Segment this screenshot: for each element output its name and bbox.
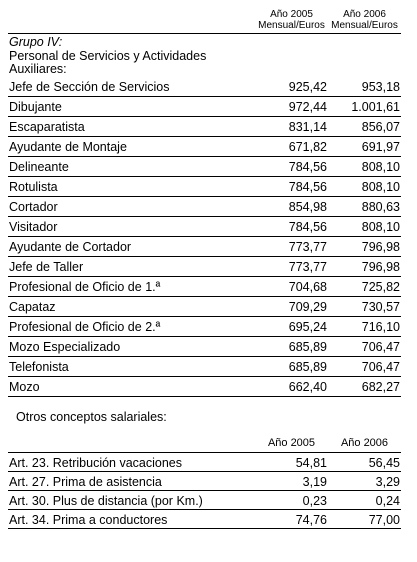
value-2006: 880,63 bbox=[328, 196, 401, 216]
value-2006: 808,10 bbox=[328, 156, 401, 176]
table-row bbox=[8, 136, 401, 156]
row-label: Escaparatista bbox=[8, 116, 255, 136]
other-concepts-table bbox=[8, 434, 401, 529]
table-row bbox=[8, 196, 401, 216]
table-row bbox=[8, 216, 401, 236]
group-blank-2006 bbox=[328, 34, 401, 77]
row-label: Jefe de Taller bbox=[8, 256, 255, 276]
value-2006: 730,57 bbox=[328, 296, 401, 316]
table-row bbox=[8, 509, 401, 528]
value-2005: 54,81 bbox=[255, 452, 328, 471]
value-2005: 3,19 bbox=[255, 471, 328, 490]
row-label: Cortador bbox=[8, 196, 255, 216]
row-label: Profesional de Oficio de 1.ª bbox=[8, 276, 255, 296]
value-2005: 854,98 bbox=[255, 196, 328, 216]
value-2006: 682,27 bbox=[328, 376, 401, 396]
salary-table-grupo-iv bbox=[8, 8, 401, 397]
row-label: Art. 30. Plus de distancia (por Km.) bbox=[8, 490, 255, 509]
table-row bbox=[8, 176, 401, 196]
row-label: Telefonista bbox=[8, 356, 255, 376]
value-2006: 706,47 bbox=[328, 336, 401, 356]
table-row bbox=[8, 376, 401, 396]
value-2006: 716,10 bbox=[328, 316, 401, 336]
table-row bbox=[8, 316, 401, 336]
value-2005: 773,77 bbox=[255, 256, 328, 276]
group-blank-2005 bbox=[255, 34, 328, 77]
value-2006: 808,10 bbox=[328, 216, 401, 236]
value-2005: 784,56 bbox=[255, 156, 328, 176]
row-label: Jefe de Sección de Servicios bbox=[8, 77, 255, 97]
value-2006: 725,82 bbox=[328, 276, 401, 296]
row-label: Ayudante de Cortador bbox=[8, 236, 255, 256]
table-row bbox=[8, 77, 401, 97]
row-label: Profesional de Oficio de 2.ª bbox=[8, 316, 255, 336]
header-year-2005-line2: Mensual/Euros bbox=[258, 20, 325, 31]
value-2005: 685,89 bbox=[255, 356, 328, 376]
table-row bbox=[8, 276, 401, 296]
value-2006: 3,29 bbox=[328, 471, 401, 490]
header-blank-cell bbox=[8, 8, 255, 34]
group-header-row bbox=[8, 34, 401, 77]
row-label: Visitador bbox=[8, 216, 255, 236]
table-row bbox=[8, 296, 401, 316]
value-2005: 709,29 bbox=[255, 296, 328, 316]
other-header-row bbox=[8, 434, 401, 453]
value-2005: 671,82 bbox=[255, 136, 328, 156]
value-2005: 773,77 bbox=[255, 236, 328, 256]
row-label: Dibujante bbox=[8, 96, 255, 116]
value-2005: 695,24 bbox=[255, 316, 328, 336]
value-2005: 784,56 bbox=[255, 216, 328, 236]
value-2006: 56,45 bbox=[328, 452, 401, 471]
value-2006: 796,98 bbox=[328, 236, 401, 256]
value-2005: 831,14 bbox=[255, 116, 328, 136]
row-label: Art. 27. Prima de asistencia bbox=[8, 471, 255, 490]
table-row bbox=[8, 256, 401, 276]
table-row bbox=[8, 336, 401, 356]
row-label: Delineante bbox=[8, 156, 255, 176]
table-header-row bbox=[8, 8, 401, 34]
value-2005: 784,56 bbox=[255, 176, 328, 196]
other-header-year-2005: Año 2005 bbox=[255, 434, 328, 453]
table-row bbox=[8, 116, 401, 136]
other-header-year-2006: Año 2006 bbox=[328, 434, 401, 453]
value-2005: 704,68 bbox=[255, 276, 328, 296]
row-label: Mozo bbox=[8, 376, 255, 396]
value-2005: 925,42 bbox=[255, 77, 328, 97]
value-2006: 856,07 bbox=[328, 116, 401, 136]
row-label: Art. 23. Retribución vacaciones bbox=[8, 452, 255, 471]
header-year-2005 bbox=[255, 8, 328, 34]
value-2006: 796,98 bbox=[328, 256, 401, 276]
other-concepts-label: Otros conceptos salariales: bbox=[16, 409, 167, 424]
table-row bbox=[8, 490, 401, 509]
value-2006: 808,10 bbox=[328, 176, 401, 196]
value-2005: 0,23 bbox=[255, 490, 328, 509]
row-label: Rotulista bbox=[8, 176, 255, 196]
group-header-cell bbox=[8, 34, 255, 77]
row-label: Art. 34. Prima a conductores bbox=[8, 509, 255, 528]
table-row bbox=[8, 471, 401, 490]
table-row bbox=[8, 452, 401, 471]
header-year-2006-line2: Mensual/Euros bbox=[331, 20, 398, 31]
value-2006: 691,97 bbox=[328, 136, 401, 156]
value-2006: 1.001,61 bbox=[328, 96, 401, 116]
row-label: Mozo Especializado bbox=[8, 336, 255, 356]
header-year-2006-line1: Año 2006 bbox=[343, 9, 386, 20]
header-year-2005-line1: Año 2005 bbox=[270, 9, 313, 20]
value-2006: 0,24 bbox=[328, 490, 401, 509]
group-subtitle: Personal de Servicios y Actividades Auxiliares: bbox=[9, 48, 207, 76]
table-row bbox=[8, 96, 401, 116]
table-row bbox=[8, 156, 401, 176]
value-2005: 74,76 bbox=[255, 509, 328, 528]
document-page bbox=[8, 8, 401, 529]
row-label: Capataz bbox=[8, 296, 255, 316]
value-2006: 77,00 bbox=[328, 509, 401, 528]
header-year-2006 bbox=[328, 8, 401, 34]
value-2005: 685,89 bbox=[255, 336, 328, 356]
value-2006: 953,18 bbox=[328, 77, 401, 97]
group-title: Grupo IV: bbox=[9, 35, 63, 49]
value-2005: 972,44 bbox=[255, 96, 328, 116]
row-label: Ayudante de Montaje bbox=[8, 136, 255, 156]
value-2006: 706,47 bbox=[328, 356, 401, 376]
table-row bbox=[8, 356, 401, 376]
table-row bbox=[8, 236, 401, 256]
other-header-blank bbox=[8, 434, 255, 453]
value-2005: 662,40 bbox=[255, 376, 328, 396]
